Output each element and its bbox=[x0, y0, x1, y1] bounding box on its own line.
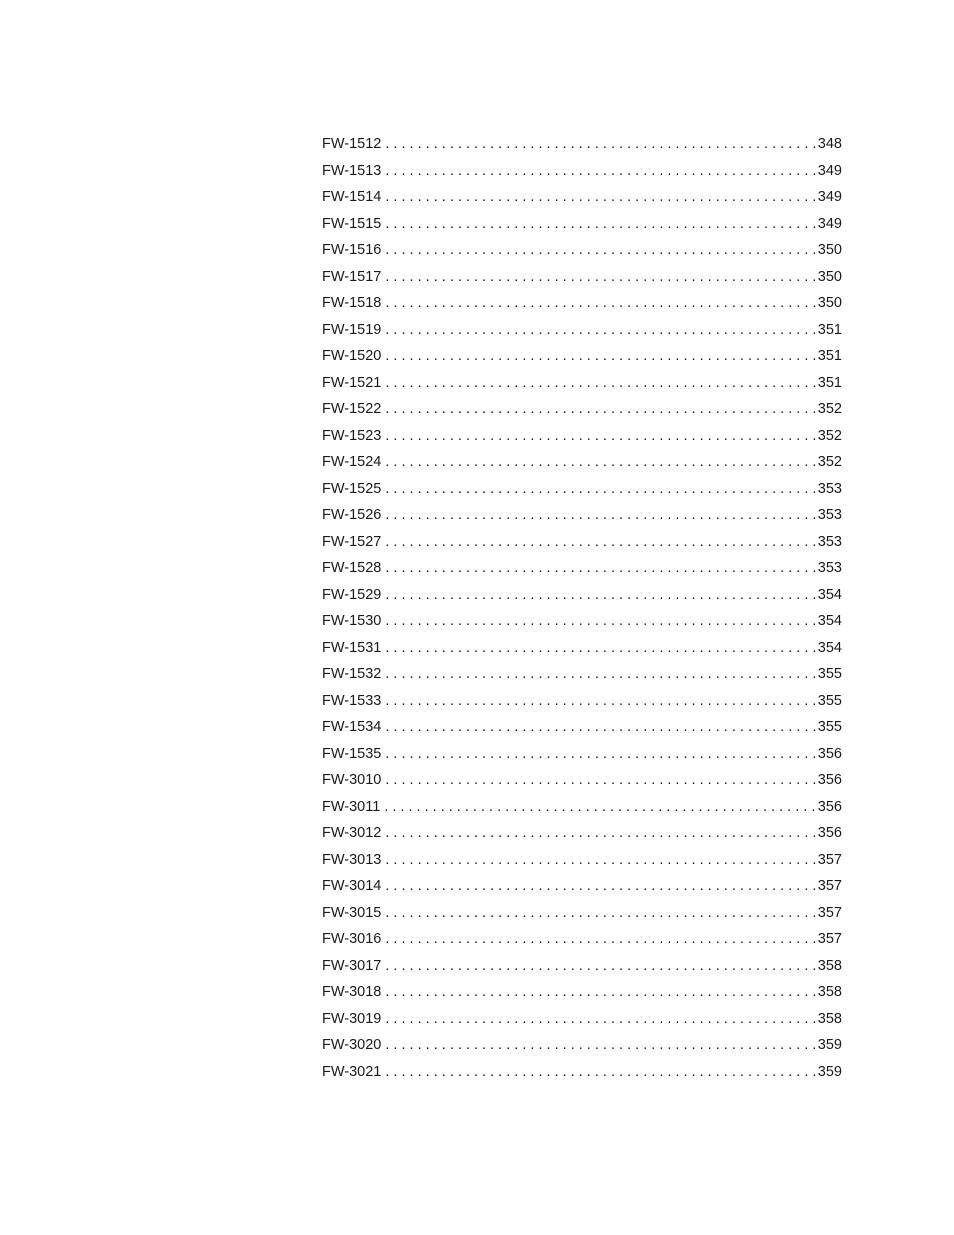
toc-entry-page-number: 350 bbox=[817, 295, 842, 311]
toc-entry-page-number: 357 bbox=[817, 851, 842, 868]
toc-entry-label: FW-3017 bbox=[322, 957, 382, 974]
toc-entry[interactable] bbox=[322, 873, 842, 900]
toc-entry-page-number: 352 bbox=[817, 454, 842, 470]
toc-entry-label: FW-1535 bbox=[322, 745, 382, 762]
toc-dot-leader bbox=[385, 688, 815, 715]
toc-entry-page-number: 351 bbox=[817, 321, 842, 338]
toc-entry-page-number: 356 bbox=[817, 798, 842, 815]
toc-entry-page-number: 352 bbox=[817, 401, 842, 417]
toc-dot-leader bbox=[385, 820, 815, 847]
toc-list bbox=[322, 131, 842, 1085]
toc-entry-page-number: 355 bbox=[817, 666, 842, 682]
toc-entry-label: FW-1517 bbox=[322, 268, 382, 285]
toc-entry-label: FW-1533 bbox=[322, 692, 382, 709]
toc-dot-leader bbox=[385, 184, 815, 211]
toc-dot-leader bbox=[385, 476, 815, 503]
toc-dot-leader bbox=[385, 317, 815, 344]
toc-entry-label: FW-3015 bbox=[322, 904, 382, 921]
toc-dot-leader bbox=[385, 158, 815, 185]
toc-entry-label: FW-1519 bbox=[322, 321, 382, 338]
toc-entry-label: FW-1525 bbox=[322, 480, 382, 497]
toc-entry-page-number: 351 bbox=[817, 374, 842, 391]
toc-entry[interactable] bbox=[322, 847, 842, 874]
toc-dot-leader bbox=[385, 953, 815, 980]
toc-entry-page-number: 359 bbox=[817, 1037, 842, 1053]
toc-entry-page-number: 353 bbox=[817, 560, 842, 576]
toc-entry-page-number: 348 bbox=[817, 136, 842, 152]
toc-entry[interactable] bbox=[322, 688, 842, 715]
toc-entry[interactable] bbox=[322, 131, 842, 158]
toc-entry[interactable] bbox=[322, 396, 842, 423]
toc-dot-leader bbox=[385, 131, 815, 158]
toc-entry-label: FW-3018 bbox=[322, 984, 382, 1000]
toc-entry[interactable] bbox=[322, 820, 842, 847]
toc-entry-page-number: 353 bbox=[817, 480, 842, 497]
toc-dot-leader bbox=[385, 926, 815, 953]
toc-dot-leader bbox=[385, 661, 815, 688]
toc-entry-page-number: 355 bbox=[817, 692, 842, 709]
toc-entry-page-number: 359 bbox=[817, 1063, 842, 1080]
toc-entry-page-number: 354 bbox=[817, 613, 842, 629]
toc-dot-leader bbox=[385, 211, 815, 238]
toc-entry-page-number: 357 bbox=[817, 931, 842, 947]
toc-entry-page-number: 354 bbox=[817, 586, 842, 603]
toc-entry[interactable] bbox=[322, 926, 842, 953]
toc-dot-leader bbox=[385, 714, 815, 741]
toc-entry[interactable] bbox=[322, 158, 842, 185]
toc-dot-leader bbox=[385, 237, 815, 264]
toc-entry[interactable] bbox=[322, 343, 842, 370]
toc-entry-page-number: 355 bbox=[817, 719, 842, 735]
toc-entry[interactable] bbox=[322, 184, 842, 211]
toc-entry-page-number: 352 bbox=[817, 427, 842, 444]
toc-entry[interactable] bbox=[322, 290, 842, 317]
toc-entry-label: FW-1521 bbox=[322, 374, 382, 391]
toc-dot-leader bbox=[385, 343, 815, 370]
toc-dot-leader bbox=[385, 873, 815, 900]
toc-entry-page-number: 356 bbox=[817, 825, 842, 841]
toc-entry[interactable] bbox=[322, 211, 842, 238]
toc-dot-leader bbox=[384, 794, 816, 821]
toc-entry-page-number: 358 bbox=[817, 957, 842, 974]
toc-dot-leader bbox=[385, 979, 815, 1006]
toc-entry[interactable] bbox=[322, 529, 842, 556]
toc-dot-leader bbox=[385, 582, 815, 609]
toc-entry-page-number: 353 bbox=[817, 533, 842, 550]
toc-entry[interactable] bbox=[322, 502, 842, 529]
toc-entry[interactable] bbox=[322, 635, 842, 662]
toc-entry-label: FW-3013 bbox=[322, 851, 382, 868]
toc-entry-label: FW-3016 bbox=[322, 931, 382, 947]
toc-entry[interactable] bbox=[322, 1059, 842, 1086]
toc-entry-page-number: 349 bbox=[817, 189, 842, 205]
toc-entry-label: FW-1523 bbox=[322, 427, 382, 444]
toc-dot-leader bbox=[385, 741, 815, 768]
toc-entry-label: FW-1512 bbox=[322, 136, 382, 152]
toc-dot-leader bbox=[385, 635, 815, 662]
toc-dot-leader bbox=[385, 1006, 815, 1033]
toc-entry-page-number: 358 bbox=[817, 1010, 842, 1027]
toc-dot-leader bbox=[385, 767, 815, 794]
toc-entry-label: FW-1531 bbox=[322, 639, 382, 656]
toc-entry[interactable] bbox=[322, 237, 842, 264]
toc-entry-label: FW-1516 bbox=[322, 242, 382, 258]
toc-entry-page-number: 349 bbox=[817, 215, 842, 232]
toc-entry[interactable] bbox=[322, 370, 842, 397]
toc-entry-page-number: 350 bbox=[817, 268, 842, 285]
toc-entry[interactable] bbox=[322, 953, 842, 980]
toc-dot-leader bbox=[385, 900, 815, 927]
toc-entry-label: FW-3020 bbox=[322, 1037, 382, 1053]
toc-dot-leader bbox=[385, 423, 815, 450]
toc-dot-leader bbox=[385, 396, 815, 423]
toc-dot-leader bbox=[385, 1059, 815, 1086]
toc-entry-label: FW-1530 bbox=[322, 613, 382, 629]
toc-entry-label: FW-3019 bbox=[322, 1010, 382, 1027]
toc-dot-leader bbox=[385, 264, 815, 291]
toc-dot-leader bbox=[385, 449, 815, 476]
toc-entry-label: FW-3011 bbox=[322, 798, 381, 815]
toc-dot-leader bbox=[385, 1032, 815, 1059]
toc-entry[interactable] bbox=[322, 423, 842, 450]
toc-entry-page-number: 356 bbox=[817, 772, 842, 788]
toc-entry-label: FW-1528 bbox=[322, 560, 382, 576]
toc-dot-leader bbox=[385, 529, 815, 556]
toc-entry-label: FW-1514 bbox=[322, 189, 382, 205]
toc-entry[interactable] bbox=[322, 900, 842, 927]
toc-entry[interactable] bbox=[322, 767, 842, 794]
toc-entry[interactable] bbox=[322, 555, 842, 582]
toc-entry[interactable] bbox=[322, 1032, 842, 1059]
toc-entry-page-number: 349 bbox=[817, 162, 842, 179]
toc-entry-page-number: 354 bbox=[817, 639, 842, 656]
toc-dot-leader bbox=[385, 370, 815, 397]
toc-entry[interactable] bbox=[322, 582, 842, 609]
toc-entry[interactable] bbox=[322, 794, 842, 821]
toc-entry-page-number: 356 bbox=[817, 745, 842, 762]
toc-entry-label: FW-1513 bbox=[322, 162, 382, 179]
toc-entry-page-number: 357 bbox=[817, 878, 842, 894]
toc-entry-label: FW-1526 bbox=[322, 507, 382, 523]
toc-entry-label: FW-3010 bbox=[322, 772, 382, 788]
toc-entry-page-number: 353 bbox=[817, 507, 842, 523]
toc-entry[interactable] bbox=[322, 317, 842, 344]
toc-entry-page-number: 358 bbox=[817, 984, 842, 1000]
toc-entry[interactable] bbox=[322, 608, 842, 635]
toc-entry-label: FW-1529 bbox=[322, 586, 382, 603]
toc-entry[interactable] bbox=[322, 264, 842, 291]
toc-entry-page-number: 350 bbox=[817, 242, 842, 258]
toc-entry-label: FW-1518 bbox=[322, 295, 382, 311]
toc-dot-leader bbox=[385, 608, 815, 635]
toc-entry-label: FW-1524 bbox=[322, 454, 382, 470]
toc-entry[interactable] bbox=[322, 661, 842, 688]
toc-entry[interactable] bbox=[322, 979, 842, 1006]
toc-entry[interactable] bbox=[322, 476, 842, 503]
toc-entry-label: FW-1534 bbox=[322, 719, 382, 735]
toc-entry-label: FW-3012 bbox=[322, 825, 382, 841]
toc-entry-page-number: 357 bbox=[817, 904, 842, 921]
toc-entry[interactable] bbox=[322, 741, 842, 768]
toc-dot-leader bbox=[385, 290, 815, 317]
toc-entry-label: FW-1522 bbox=[322, 401, 382, 417]
toc-entry[interactable] bbox=[322, 714, 842, 741]
toc-dot-leader bbox=[385, 555, 815, 582]
toc-dot-leader bbox=[385, 847, 815, 874]
toc-dot-leader bbox=[385, 502, 815, 529]
toc-entry[interactable] bbox=[322, 449, 842, 476]
toc-entry-page-number: 351 bbox=[817, 348, 842, 364]
toc-entry-label: FW-1532 bbox=[322, 666, 382, 682]
toc-entry-label: FW-1527 bbox=[322, 533, 382, 550]
toc-entry-label: FW-1520 bbox=[322, 348, 382, 364]
toc-entry[interactable] bbox=[322, 1006, 842, 1033]
toc-entry-label: FW-1515 bbox=[322, 215, 382, 232]
toc-entry-label: FW-3014 bbox=[322, 878, 382, 894]
toc-entry-label: FW-3021 bbox=[322, 1063, 382, 1080]
